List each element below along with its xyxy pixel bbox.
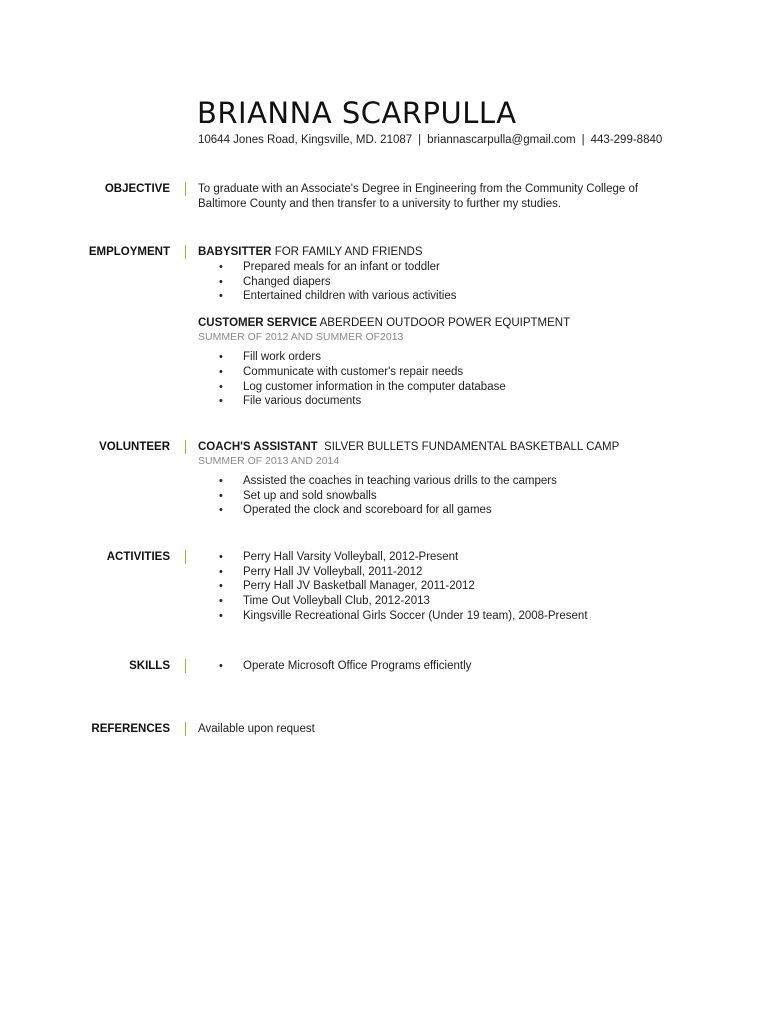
section-label-employment: EMPLOYMENT	[88, 246, 170, 258]
skills-bullets	[198, 659, 648, 674]
references-text: Available upon request	[198, 723, 315, 735]
separator: |	[418, 134, 422, 146]
list-item: • Kingsville Recreational Girls Soccer (Under 19 team), 2008-Present	[219, 609, 588, 622]
volunteer-bullets	[198, 474, 648, 518]
separator: |	[581, 134, 585, 146]
list-item: • Set up and sold snowballs	[219, 489, 377, 502]
section-divider-bar	[185, 245, 186, 259]
contact-line	[198, 132, 662, 148]
list-item: • Assisted the coaches in teaching various drills to the campers	[219, 475, 557, 487]
job-org: ABERDEEN OUTDOOR POWER EQUIPTMENT	[319, 317, 571, 330]
list-item: • Perry Hall JV Basketball Manager, 2011-2012	[219, 580, 475, 593]
section-divider-bar	[185, 440, 186, 454]
section-label-activities: ACTIVITIES	[106, 551, 170, 563]
job-heading	[198, 245, 648, 260]
section-label-references: REFERENCES	[91, 723, 170, 735]
list-item: • Fill work orders	[219, 351, 321, 364]
list-item: • Time Out Volleyball Club, 2012-2013	[219, 595, 430, 608]
list-item: • Perry Hall Varsity Volleyball, 2012-Present	[219, 551, 459, 563]
list-item: • Log customer information in the computer database	[219, 380, 506, 393]
list-item: • File various documents	[219, 395, 362, 408]
volunteer-heading	[198, 440, 648, 455]
volunteer-title: COACH'S ASSISTANT	[198, 441, 318, 453]
volunteer-org: SILVER BULLETS FUNDAMENTAL BASKETBALL CAMP	[324, 441, 620, 453]
phone: 443-299-8840	[590, 134, 663, 146]
objective-text: To graduate with an Associate's Degree in Engineering from the Community College of Baltimore County and then transfer to a university to further my studies.	[198, 183, 639, 210]
volunteer-dates: SUMMER OF 2013 AND 2014	[198, 455, 340, 467]
address: 10644 Jones Road, Kingsville, MD. 21087	[198, 134, 413, 146]
email: briannascarpulla@gmail.com	[427, 134, 576, 146]
section-label-objective: OBJECTIVE	[104, 183, 170, 195]
job-title: BABYSITTER	[198, 246, 272, 258]
job-bullets	[198, 260, 648, 304]
list-item: • Communicate with customer's repair needs	[219, 365, 464, 378]
section-divider-bar	[185, 659, 186, 673]
job-heading	[198, 316, 648, 331]
list-item: • Operate Microsoft Office Programs efficiently	[219, 660, 472, 672]
section-divider-bar	[185, 722, 186, 736]
list-item: • Prepared meals for an infant or toddler	[219, 261, 440, 273]
activities-bullets	[198, 550, 648, 624]
section-label-skills: SKILLS	[129, 660, 170, 672]
section-divider-bar	[185, 550, 186, 564]
list-item: • Perry Hall JV Volleyball, 2011-2012	[219, 565, 423, 578]
job-dates: SUMMER OF 2012 AND SUMMER OF2013	[198, 331, 404, 344]
job-bullets	[198, 350, 648, 409]
job-org: FOR FAMILY AND FRIENDS	[274, 246, 423, 258]
job-title: CUSTOMER SERVICE	[198, 317, 318, 330]
list-item: • Entertained children with various activities	[219, 290, 457, 303]
section-label-volunteer: VOLUNTEER	[99, 441, 170, 453]
candidate-name: BRIANNA SCARPULLA	[197, 96, 517, 130]
section-divider-bar	[185, 182, 186, 196]
list-item: • Changed diapers	[219, 275, 331, 288]
list-item: • Operated the clock and scoreboard for all games	[219, 504, 492, 517]
